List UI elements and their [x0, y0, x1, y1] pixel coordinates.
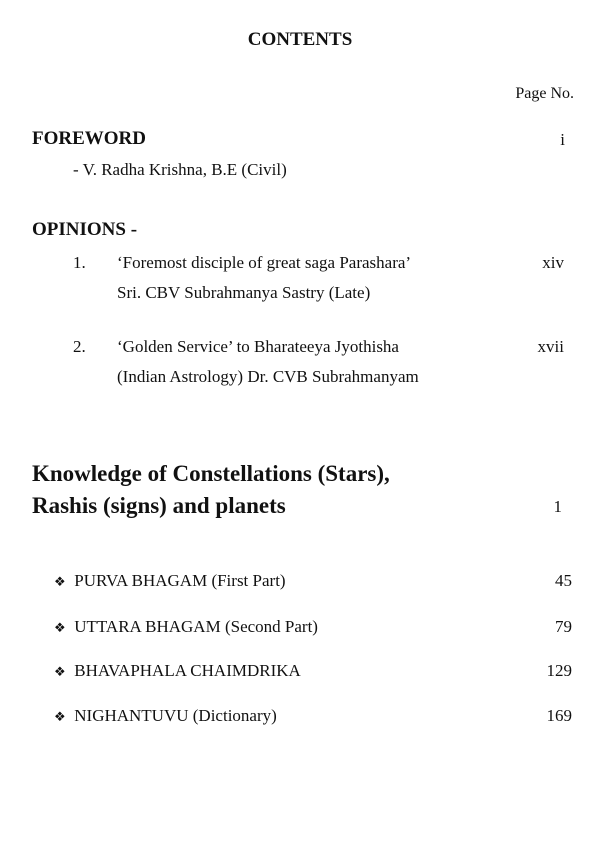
toc-entry-label: NIGHANTUVU (Dictionary): [74, 706, 277, 725]
knowledge-heading-line1: Knowledge of Constellations (Stars),: [32, 461, 390, 486]
toc-entry-page-number: 129: [546, 661, 572, 680]
knowledge-heading-line2: Rashis (signs) and planets: [32, 493, 286, 518]
toc-entry: [54, 571, 286, 591]
page-number-column-header: Page No.: [515, 85, 574, 102]
foreword-author: - V. Radha Krishna, B.E (Civil): [73, 160, 287, 179]
diamond-bullet-icon: ❖: [54, 620, 66, 635]
opinion-author: Sri. CBV Subrahmanya Sastry (Late): [117, 283, 371, 302]
toc-entry-label: UTTARA BHAGAM (Second Part): [74, 617, 318, 636]
opinion-page-number: xiv: [542, 253, 564, 272]
knowledge-page-number: 1: [553, 497, 562, 516]
opinion-page-number: xvii: [537, 337, 564, 356]
toc-entry-label: BHAVAPHALA CHAIMDRIKA: [74, 661, 301, 680]
opinions-heading: OPINIONS -: [32, 219, 138, 240]
opinion-title: ‘Foremost disciple of great saga Parashara’: [117, 253, 412, 272]
toc-entry-page-number: 79: [555, 617, 572, 636]
opinion-number: 2.: [73, 337, 86, 356]
toc-entry-page-number: 45: [555, 571, 572, 590]
foreword-heading: FOREWORD: [32, 128, 146, 149]
toc-entry: [54, 706, 277, 726]
toc-entry-label: PURVA BHAGAM (First Part): [74, 571, 286, 590]
toc-entry-page-number: 169: [546, 706, 572, 725]
opinion-author: (Indian Astrology) Dr. CVB Subrahmanyam: [117, 367, 419, 386]
opinion-number: 1.: [73, 253, 86, 272]
toc-entry: [54, 661, 301, 681]
diamond-bullet-icon: ❖: [54, 709, 66, 724]
page-title: CONTENTS: [247, 29, 353, 50]
opinion-title: ‘Golden Service’ to Bharateeya Jyothisha: [117, 337, 399, 356]
diamond-bullet-icon: ❖: [54, 664, 66, 679]
foreword-page-number: i: [560, 130, 565, 149]
diamond-bullet-icon: ❖: [54, 574, 66, 589]
toc-entry: [54, 617, 318, 637]
